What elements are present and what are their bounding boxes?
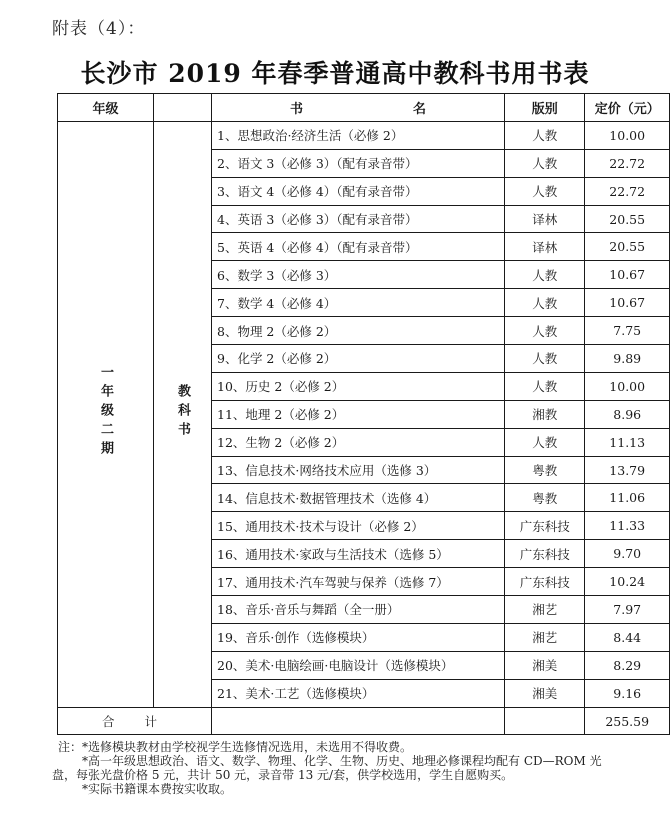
- header-name-right: 名: [413, 101, 427, 117]
- header-publisher: 版别: [505, 94, 585, 122]
- book-name: 2、语文 3（必修 3）（配有录音带）: [212, 149, 505, 177]
- publisher: 湘艺: [505, 623, 585, 651]
- book-name: 19、音乐·创作（选修模块）: [212, 623, 505, 651]
- book-name: 13、信息技术·网络技术应用（选修 3）: [212, 456, 505, 484]
- note-1: 注：*选修模块教材由学校视学生选修情况选用，未选用不得收费。: [58, 740, 413, 754]
- book-name: 6、数学 3（必修 3）: [212, 261, 505, 289]
- book-name: 18、音乐·音乐与舞蹈（全一册）: [212, 596, 505, 624]
- book-name: 4、英语 3（必修 3）（配有录音带）: [212, 205, 505, 233]
- book-name: 1、思想政治·经济生活（必修 2）: [212, 121, 505, 149]
- book-name: 14、信息技术·数据管理技术（选修 4）: [212, 484, 505, 512]
- price: 22.72: [585, 177, 670, 205]
- book-name: 21、美术·工艺（选修模块）: [212, 679, 505, 707]
- table-row: [58, 121, 670, 149]
- publisher: 湘艺: [505, 596, 585, 624]
- price: 10.67: [585, 261, 670, 289]
- price: 11.06: [585, 484, 670, 512]
- price: 8.29: [585, 651, 670, 679]
- book-name: 8、物理 2（必修 2）: [212, 317, 505, 345]
- total-name: [212, 707, 505, 735]
- price: 10.00: [585, 121, 670, 149]
- notes-section: [52, 740, 612, 796]
- publisher: 人教: [505, 372, 585, 400]
- publisher: 人教: [505, 177, 585, 205]
- book-name: 3、语文 4（必修 4）（配有录音带）: [212, 177, 505, 205]
- publisher: 湘美: [505, 651, 585, 679]
- book-name: 10、历史 2（必修 2）: [212, 372, 505, 400]
- textbook-table: [57, 93, 670, 735]
- header-book-name: [212, 94, 505, 122]
- publisher: 广东科技: [505, 512, 585, 540]
- appendix-label: 附表（4）：: [52, 19, 146, 39]
- publisher: 人教: [505, 149, 585, 177]
- header-name-left: 书: [290, 101, 304, 117]
- document-title: 长沙市 2019 年春季普通高中教科书用书表: [80, 59, 590, 88]
- total-publisher: [505, 707, 585, 735]
- total-price: 255.59: [585, 707, 670, 735]
- publisher: 人教: [505, 121, 585, 149]
- type-label: 教科书: [175, 384, 190, 442]
- type-cell: [154, 121, 212, 707]
- publisher: 译林: [505, 205, 585, 233]
- price: 22.72: [585, 149, 670, 177]
- publisher: 人教: [505, 345, 585, 373]
- book-name: 16、通用技术·家政与生活技术（选修 5）: [212, 540, 505, 568]
- note-2: *高一年级思想政治、语文、数学、物理、化学、生物、历史、地理必修课程均配有 CD—ROM 光盘，每张光盘价格 5 元，共计 50 元，录音带 13 元/套，供学校选用，学生自愿购买。: [52, 754, 602, 782]
- price: 9.70: [585, 540, 670, 568]
- publisher: 人教: [505, 261, 585, 289]
- price: 10.24: [585, 568, 670, 596]
- publisher: 广东科技: [505, 540, 585, 568]
- price: 8.44: [585, 623, 670, 651]
- book-name: 12、生物 2（必修 2）: [212, 428, 505, 456]
- header-type: [154, 94, 212, 122]
- price: 20.55: [585, 205, 670, 233]
- publisher: 人教: [505, 317, 585, 345]
- publisher: 广东科技: [505, 568, 585, 596]
- book-name: 7、数学 4（必修 4）: [212, 289, 505, 317]
- price: 7.75: [585, 317, 670, 345]
- publisher: 粤教: [505, 456, 585, 484]
- price: 20.55: [585, 233, 670, 261]
- price: 10.00: [585, 372, 670, 400]
- book-name: 9、化学 2（必修 2）: [212, 345, 505, 373]
- price: 9.89: [585, 345, 670, 373]
- price: 11.13: [585, 428, 670, 456]
- publisher: 湘教: [505, 400, 585, 428]
- price: 11.33: [585, 512, 670, 540]
- publisher: 译林: [505, 233, 585, 261]
- header-grade: 年级: [58, 94, 154, 122]
- book-name: 17、通用技术·汽车驾驶与保养（选修 7）: [212, 568, 505, 596]
- publisher: 湘美: [505, 679, 585, 707]
- price: 13.79: [585, 456, 670, 484]
- grade-label: 一年级二期: [98, 365, 113, 461]
- price: 10.67: [585, 289, 670, 317]
- book-name: 5、英语 4（必修 4）（配有录音带）: [212, 233, 505, 261]
- total-row: [58, 707, 670, 735]
- price: 7.97: [585, 596, 670, 624]
- grade-cell: [58, 121, 154, 707]
- price: 9.16: [585, 679, 670, 707]
- header-price: 定价（元）: [585, 94, 670, 122]
- book-name: 11、地理 2（必修 2）: [212, 400, 505, 428]
- total-label: 合计: [58, 707, 212, 735]
- publisher: 人教: [505, 428, 585, 456]
- table-header-row: [58, 94, 670, 122]
- publisher: 人教: [505, 289, 585, 317]
- note-3: *实际书籍课本费按实收取。: [82, 782, 233, 796]
- price: 8.96: [585, 400, 670, 428]
- publisher: 粤教: [505, 484, 585, 512]
- book-name: 15、通用技术·技术与设计（必修 2）: [212, 512, 505, 540]
- book-name: 20、美术·电脑绘画·电脑设计（选修模块）: [212, 651, 505, 679]
